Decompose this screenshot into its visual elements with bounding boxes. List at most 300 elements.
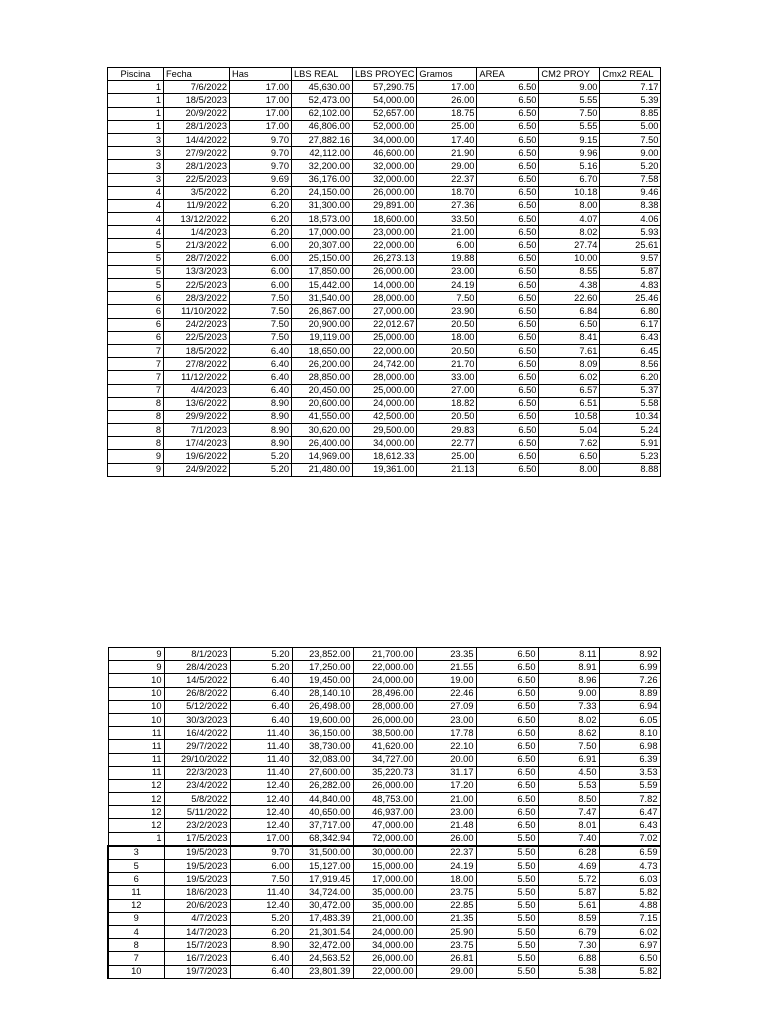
table-cell: 34,724.00	[292, 886, 353, 899]
table-cell: 9.69	[230, 173, 292, 186]
table-cell: 18,612.33	[353, 450, 417, 463]
table-cell: 6.39	[599, 753, 660, 766]
table-cell: 8.91	[538, 661, 599, 674]
table-cell: 30/3/2023	[164, 713, 230, 726]
table-cell: 6.40	[230, 952, 292, 965]
table-cell: 8.62	[538, 727, 599, 740]
table-cell: 7.58	[600, 173, 661, 186]
table-cell: 8.56	[600, 358, 661, 371]
table-cell: 24,000.00	[353, 674, 416, 687]
table-cell: 29.00	[416, 965, 476, 978]
table-cell: 28/7/2022	[164, 252, 230, 265]
table-cell: 6.50	[477, 199, 539, 212]
table-cell: 32,000.00	[353, 173, 417, 186]
table-cell: 11	[108, 740, 164, 753]
table-cell: 6.00	[230, 279, 292, 292]
table-cell: 5.82	[599, 965, 660, 978]
table-cell: 26,000.00	[353, 952, 416, 965]
table-cell: 5.50	[476, 846, 538, 860]
table-cell: 8.90	[230, 410, 292, 423]
table-cell: 32,200.00	[292, 160, 353, 173]
table-cell: 17.00	[230, 107, 292, 120]
table-cell: 6.50	[477, 358, 539, 371]
table-row	[108, 239, 661, 252]
table-cell: 42,112.00	[292, 147, 353, 160]
table-cell: 6.50	[477, 226, 539, 239]
table-cell: 4	[108, 213, 164, 226]
table-cell: 11	[108, 766, 164, 779]
table-cell: 8.85	[600, 107, 661, 120]
table-row	[108, 687, 660, 700]
table-cell: 16/4/2022	[164, 727, 230, 740]
table-cell: 12.40	[230, 806, 292, 819]
table-row	[108, 832, 660, 846]
table-cell: 19,600.00	[292, 713, 353, 726]
table-cell: 8.59	[538, 912, 599, 925]
table-cell: 10.18	[539, 186, 600, 199]
table-cell: 6.43	[599, 819, 660, 832]
table-cell: 9	[108, 661, 164, 674]
table-cell: 22.85	[416, 899, 476, 912]
table-cell: 5	[108, 252, 164, 265]
table-cell: 21.70	[417, 358, 477, 371]
table-cell: 3	[108, 133, 164, 146]
table-cell: 19,450.00	[292, 674, 353, 687]
table-cell: 6.50	[477, 213, 539, 226]
table-cell: 24,563.52	[292, 952, 353, 965]
table-cell: 9	[108, 450, 164, 463]
table-cell: 28/4/2023	[164, 661, 230, 674]
table-cell: 29/7/2022	[164, 740, 230, 753]
table-cell: 7.50	[230, 305, 292, 318]
table-cell: 6.84	[539, 305, 600, 318]
table-cell: 6.00	[230, 239, 292, 252]
table-cell: 6.50	[477, 265, 539, 278]
table-cell: 52,000.00	[353, 120, 417, 133]
table-cell: 7.40	[538, 832, 599, 846]
table-cell: 1	[108, 832, 164, 846]
table-cell: 6.50	[476, 648, 538, 661]
table-cell: 27.74	[539, 239, 600, 252]
table-cell: 9.57	[600, 252, 661, 265]
table-cell: 6.50	[477, 186, 539, 199]
table-row	[108, 358, 661, 371]
table-cell: 6	[108, 318, 164, 331]
table-row	[108, 331, 661, 344]
table-cell: 6.50	[476, 793, 538, 806]
table-cell: 5.20	[230, 661, 292, 674]
table-cell: 26,273.13	[353, 252, 417, 265]
table-cell: 5.59	[599, 779, 660, 792]
table-row	[108, 965, 660, 978]
table-cell: 29,891.00	[353, 199, 417, 212]
table-row	[108, 674, 660, 687]
table-cell: 54,000.00	[353, 94, 417, 107]
table-cell: 26.81	[416, 952, 476, 965]
table-cell: 8.01	[538, 819, 599, 832]
table-row	[108, 371, 661, 384]
table-cell: 15/7/2023	[164, 939, 230, 952]
table-cell: 17.20	[416, 779, 476, 792]
table-cell: 28,000.00	[353, 292, 417, 305]
table-cell: 32,083.00	[292, 753, 353, 766]
table-row	[108, 779, 660, 792]
table-cell: 8.11	[538, 648, 599, 661]
table-cell: 25.00	[417, 120, 477, 133]
table-cell: 9.70	[230, 133, 292, 146]
table-cell: 6.50	[477, 239, 539, 252]
table-cell: 4.69	[538, 860, 599, 873]
table-cell: 6.50	[477, 437, 539, 450]
table-cell: 7.02	[599, 832, 660, 846]
table-row	[108, 437, 661, 450]
table-cell: 5.38	[538, 965, 599, 978]
table-cell: 5.50	[476, 899, 538, 912]
table-cell: 5.55	[539, 120, 600, 133]
table-cell: 5.50	[476, 873, 538, 886]
table-cell: 11.40	[230, 753, 292, 766]
table-row	[108, 318, 661, 331]
table-cell: 17,250.00	[292, 661, 353, 674]
table-cell: 9.96	[539, 147, 600, 160]
table-row	[108, 873, 660, 886]
table-cell: 21,301.54	[292, 925, 353, 938]
table-cell: 6.02	[539, 371, 600, 384]
table-cell: 46,806.00	[292, 120, 353, 133]
table-cell: 5.39	[600, 94, 661, 107]
table-cell: 27/9/2022	[164, 147, 230, 160]
table-cell: 6.50	[539, 318, 600, 331]
table-cell: 5.16	[539, 160, 600, 173]
table-cell: 6.40	[230, 384, 292, 397]
table-cell: 6.00	[230, 252, 292, 265]
table-cell: 7.30	[538, 939, 599, 952]
table-cell: 6.80	[600, 305, 661, 318]
table-cell: 10.58	[539, 410, 600, 423]
table-cell: 29/9/2022	[164, 410, 230, 423]
table-cell: 6.50	[476, 819, 538, 832]
table-cell: 23,000.00	[353, 226, 417, 239]
table-cell: 38,500.00	[353, 727, 416, 740]
table-cell: 5.93	[600, 226, 661, 239]
table-cell: 8.41	[539, 331, 600, 344]
header-row	[108, 68, 661, 81]
table-cell: 29.00	[417, 160, 477, 173]
table-cell: 6.50	[477, 173, 539, 186]
table-cell: 17,000.00	[353, 873, 416, 886]
table-cell: 20,450.00	[292, 384, 353, 397]
table-cell: 11	[108, 886, 164, 899]
table-cell: 28/3/2022	[164, 292, 230, 305]
table-cell: 3	[108, 147, 164, 160]
table-cell: 4.50	[538, 766, 599, 779]
table-cell: 11	[108, 727, 164, 740]
table-cell: 21/3/2022	[164, 239, 230, 252]
table-cell: 8.88	[600, 463, 661, 476]
table-cell: 24,742.00	[353, 358, 417, 371]
table-cell: 17.78	[416, 727, 476, 740]
table-cell: 21.00	[416, 793, 476, 806]
table-cell: 5.50	[476, 925, 538, 938]
table-cell: 34,000.00	[353, 939, 416, 952]
table-cell: 7	[108, 952, 164, 965]
table-cell: 35,000.00	[353, 886, 416, 899]
table-cell: 6.79	[538, 925, 599, 938]
table-cell: 6.40	[230, 358, 292, 371]
table-cell: 26,867.00	[292, 305, 353, 318]
table-cell: 26,000.00	[353, 779, 416, 792]
table-cell: 28,496.00	[353, 687, 416, 700]
table-cell: 25,000.00	[353, 331, 417, 344]
table-cell: 21.55	[416, 661, 476, 674]
table-cell: 6.50	[477, 252, 539, 265]
table-cell: 24,150.00	[292, 186, 353, 199]
table-cell: 6.50	[477, 133, 539, 146]
table-cell: 34,727.00	[353, 753, 416, 766]
table-cell: 5/8/2022	[164, 793, 230, 806]
table-row	[108, 846, 660, 860]
table-cell: 20.50	[417, 410, 477, 423]
table-cell: 23.90	[417, 305, 477, 318]
table-row	[108, 793, 660, 806]
table-cell: 9.46	[600, 186, 661, 199]
table-cell: 4/4/2023	[164, 384, 230, 397]
table-cell: 13/12/2022	[164, 213, 230, 226]
table-cell: 1	[108, 107, 164, 120]
table-cell: 40,650.00	[292, 806, 353, 819]
table-cell: 11/10/2022	[164, 305, 230, 318]
table-cell: 21.35	[416, 912, 476, 925]
table-cell: 22.37	[416, 846, 476, 860]
table-cell: 17.00	[417, 81, 477, 94]
table-cell: 8/1/2023	[164, 648, 230, 661]
table-cell: 21,000.00	[353, 912, 416, 925]
table-cell: 7.62	[539, 437, 600, 450]
table-cell: 18,650.00	[292, 344, 353, 357]
table-cell: 6.94	[599, 700, 660, 713]
table-cell: 17.00	[230, 81, 292, 94]
table-cell: 6.43	[600, 331, 661, 344]
table-cell: 9.00	[538, 687, 599, 700]
table-cell: 4	[108, 199, 164, 212]
table-cell: 10.00	[539, 252, 600, 265]
table-cell: 6.50	[476, 806, 538, 819]
table-cell: 8.38	[600, 199, 661, 212]
table-cell: 5.87	[600, 265, 661, 278]
table-cell: 36,176.00	[292, 173, 353, 186]
table-row	[108, 952, 660, 965]
table-cell: 6.40	[230, 700, 292, 713]
table-cell: 6.50	[476, 700, 538, 713]
table-cell: 6.88	[538, 952, 599, 965]
table-cell: 4.38	[539, 279, 600, 292]
table-cell: 19/5/2023	[164, 873, 230, 886]
table-cell: 14/4/2022	[164, 133, 230, 146]
table-cell: 23,852.00	[292, 648, 353, 661]
table-row	[108, 700, 660, 713]
table-cell: 17,919.45	[292, 873, 353, 886]
table-cell: 7.33	[538, 700, 599, 713]
table-cell: 25,000.00	[353, 384, 417, 397]
table-cell: 26,000.00	[353, 713, 416, 726]
table-cell: 6.50	[477, 424, 539, 437]
header-fecha: Fecha	[164, 68, 230, 81]
table-cell: 7.15	[599, 912, 660, 925]
table-cell: 19.88	[417, 252, 477, 265]
data-table-bottom	[107, 647, 661, 979]
header-lbs-proyec: LBS PROYEC	[353, 68, 417, 81]
table-cell: 6.50	[477, 292, 539, 305]
table-cell: 9.70	[230, 147, 292, 160]
table-row	[108, 94, 661, 107]
table-cell: 9.00	[600, 147, 661, 160]
table-cell: 28,850.00	[292, 371, 353, 384]
table-cell: 6.50	[477, 384, 539, 397]
table-cell: 8	[108, 410, 164, 423]
table-cell: 6.50	[476, 766, 538, 779]
table-cell: 28,140.10	[292, 687, 353, 700]
table-cell: 42,500.00	[353, 410, 417, 423]
table-cell: 27.09	[416, 700, 476, 713]
table-cell: 5.50	[476, 952, 538, 965]
table-cell: 29/10/2022	[164, 753, 230, 766]
table-cell: 8	[108, 397, 164, 410]
table-cell: 24/2/2023	[164, 318, 230, 331]
table-cell: 6.50	[477, 160, 539, 173]
table-cell: 5.37	[600, 384, 661, 397]
table-cell: 5	[108, 279, 164, 292]
table-cell: 52,657.00	[353, 107, 417, 120]
table-cell: 23/4/2022	[164, 779, 230, 792]
table-cell: 10	[108, 674, 164, 687]
table-cell: 14,969.00	[292, 450, 353, 463]
table-cell: 7.50	[230, 318, 292, 331]
table-cell: 25.61	[600, 239, 661, 252]
table-cell: 33.00	[417, 371, 477, 384]
table-cell: 18,573.00	[292, 213, 353, 226]
table-cell: 6	[108, 873, 164, 886]
table-cell: 10	[108, 713, 164, 726]
table-cell: 28,000.00	[353, 371, 417, 384]
table-cell: 7	[108, 344, 164, 357]
table-cell: 8.90	[230, 397, 292, 410]
table-cell: 11.40	[230, 727, 292, 740]
table-cell: 21.13	[417, 463, 477, 476]
table-cell: 6.47	[599, 806, 660, 819]
table-row	[108, 292, 661, 305]
table-cell: 5.20	[230, 648, 292, 661]
table-cell: 22,000.00	[353, 661, 416, 674]
table-row	[108, 939, 660, 952]
table-cell: 6.20	[230, 213, 292, 226]
table-cell: 22,000.00	[353, 239, 417, 252]
table-cell: 5.50	[476, 886, 538, 899]
table-cell: 5.53	[538, 779, 599, 792]
table-cell: 5.20	[230, 463, 292, 476]
table-cell: 9	[108, 912, 164, 925]
table-cell: 26.00	[416, 832, 476, 846]
table-cell: 29.83	[417, 424, 477, 437]
table-cell: 48,753.00	[353, 793, 416, 806]
table-cell: 7	[108, 384, 164, 397]
table-cell: 26,200.00	[292, 358, 353, 371]
table-cell: 5.55	[539, 94, 600, 107]
table-row	[108, 886, 660, 899]
table-cell: 4/7/2023	[164, 912, 230, 925]
table-cell: 23.75	[416, 939, 476, 952]
table-cell: 22.60	[539, 292, 600, 305]
table-cell: 23/2/2023	[164, 819, 230, 832]
table-cell: 9.70	[230, 846, 292, 860]
table-cell: 3	[108, 173, 164, 186]
table-cell: 19/5/2023	[164, 846, 230, 860]
table-cell: 6.40	[230, 687, 292, 700]
table-cell: 10	[108, 965, 164, 978]
table-row	[108, 819, 660, 832]
table-cell: 6.20	[230, 186, 292, 199]
table-row	[108, 912, 660, 925]
table-cell: 18.00	[417, 331, 477, 344]
table-row	[108, 727, 660, 740]
table-cell: 23.00	[416, 806, 476, 819]
table-cell: 20.50	[417, 344, 477, 357]
table-cell: 30,620.00	[292, 424, 353, 437]
table-cell: 11.40	[230, 886, 292, 899]
table-cell: 8	[108, 437, 164, 450]
table-row	[108, 766, 660, 779]
table-cell: 17,483.39	[292, 912, 353, 925]
table-row	[108, 226, 661, 239]
table-cell: 9.00	[539, 81, 600, 94]
table-cell: 19.00	[416, 674, 476, 687]
table-cell: 72,000.00	[353, 832, 416, 846]
table-cell: 21.00	[417, 226, 477, 239]
table-cell: 12	[108, 899, 164, 912]
table-cell: 26,000.00	[353, 186, 417, 199]
table-cell: 5.23	[600, 450, 661, 463]
table-row	[108, 450, 661, 463]
table-cell: 11.40	[230, 766, 292, 779]
header-lbs-real: LBS REAL	[292, 68, 353, 81]
table-cell: 6.98	[599, 740, 660, 753]
table-cell: 5.50	[476, 965, 538, 978]
table-row	[108, 899, 660, 912]
table-cell: 8.02	[538, 713, 599, 726]
table-cell: 22,012.67	[353, 318, 417, 331]
table-cell: 8.96	[538, 674, 599, 687]
table-cell: 6.50	[477, 331, 539, 344]
table-row	[108, 186, 661, 199]
table-cell: 8	[108, 939, 164, 952]
table-row	[108, 925, 660, 938]
table-cell: 27.00	[417, 384, 477, 397]
table-cell: 8.10	[599, 727, 660, 740]
table-row	[108, 753, 660, 766]
table-cell: 27,000.00	[353, 305, 417, 318]
table-cell: 19,361.00	[353, 463, 417, 476]
table-cell: 26,400.00	[292, 437, 353, 450]
table-cell: 6.50	[477, 318, 539, 331]
header-cmx2-real: Cmx2 REAL	[600, 68, 661, 81]
table-row	[108, 661, 660, 674]
table-cell: 1/4/2023	[164, 226, 230, 239]
table-cell: 14/5/2022	[164, 674, 230, 687]
table-cell: 5.20	[230, 912, 292, 925]
table-cell: 4.88	[599, 899, 660, 912]
table-cell: 8.92	[599, 648, 660, 661]
table-cell: 22.46	[416, 687, 476, 700]
table-cell: 19/7/2023	[164, 965, 230, 978]
